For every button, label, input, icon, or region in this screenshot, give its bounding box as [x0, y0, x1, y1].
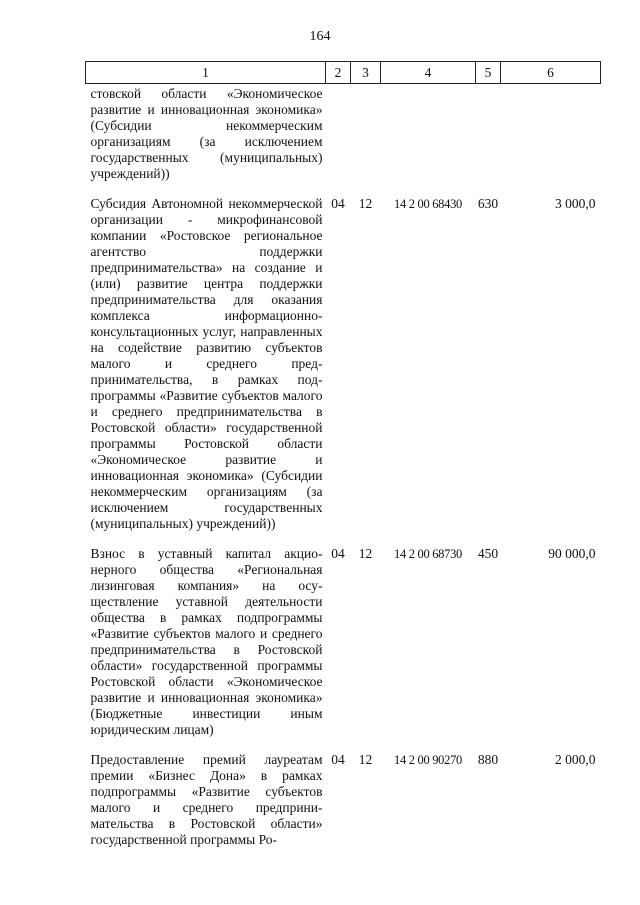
row-expense-type: 880 [477, 752, 499, 767]
row-target-article: 14 2 00 90270 [394, 753, 462, 767]
column-header-expense-type: 5 [476, 62, 501, 84]
row-amount [501, 84, 601, 183]
row-target-article [381, 84, 476, 183]
row-target-article: 14 2 00 68730 [394, 547, 462, 561]
row-subsection: 12 [358, 196, 373, 211]
row-description: Взнос в уставный капитал акционерного общества «Региональная лизинговая компания» на осуществление уставной деятельности общества в рамках подпрограммы «Развитие субъектов малого и среднего предпринимательства в Ростовской области» государственной программы Ростовской области «Экономическое развитие и инновационная экономика» (Бюджетные инвестиции иным юридическим лицам) [90, 546, 323, 737]
table-row [86, 546, 601, 738]
row-spacer [86, 738, 601, 752]
table-row [86, 84, 601, 183]
row-description: Субсидия Автономной некоммерческой организации - микрофинансовой компании «Ростовское региональное агентство поддержки предпринимательства» на создание и (или) развитие центра поддержки предпринимательства для оказания комплекса информационно-консультационных услуг, направленных на содействие развитию субъектов малого и среднего предпринимательства, в рамках подпрограммы «Развитие субъектов малого и среднего предпринимательства в Ростовской области» государственной программы Ростовской области «Экономическое развитие и инновационная экономика» (Субсидии некоммерческим организациям (за исключением государственных (муниципальных) учреждений)) [90, 196, 323, 531]
row-target-article: 14 2 00 68430 [394, 197, 462, 211]
column-header-target-article: 4 [381, 62, 476, 84]
row-section [326, 84, 351, 183]
column-header-amount: 6 [501, 62, 601, 84]
row-subsection: 12 [358, 546, 373, 561]
row-section: 04 [331, 546, 345, 561]
row-expense-type: 450 [477, 546, 499, 561]
row-description: стовской области «Экономическое развитие и инновационная экономика» (Субсидии некоммерческим организациям (за исключением государственных (муниципальных) учреждений)) [90, 86, 323, 181]
table-row [86, 752, 601, 848]
budget-table [85, 61, 601, 848]
row-expense-type [476, 84, 501, 183]
row-expense-type: 630 [477, 196, 499, 211]
table-row [86, 196, 601, 532]
row-subsection [351, 84, 381, 183]
row-amount: 90 000,0 [548, 546, 596, 561]
column-header-description: 1 [86, 62, 326, 84]
column-header-section: 2 [326, 62, 351, 84]
row-section: 04 [331, 196, 345, 211]
row-subsection: 12 [358, 752, 373, 767]
row-amount: 2 000,0 [555, 752, 596, 767]
page-number: 164 [309, 29, 331, 44]
row-spacer [86, 532, 601, 546]
row-description: Предоставление премий лауреатам премии «Бизнес Дона» в рамках подпрограммы «Развитие субъектов малого и среднего предпринимательства в Ростовской области» государственной программы Ро- [90, 752, 323, 847]
table-header-row [86, 62, 601, 84]
row-spacer [86, 182, 601, 196]
row-section: 04 [331, 752, 345, 767]
column-header-subsection: 3 [351, 62, 381, 84]
row-amount: 3 000,0 [555, 196, 596, 211]
